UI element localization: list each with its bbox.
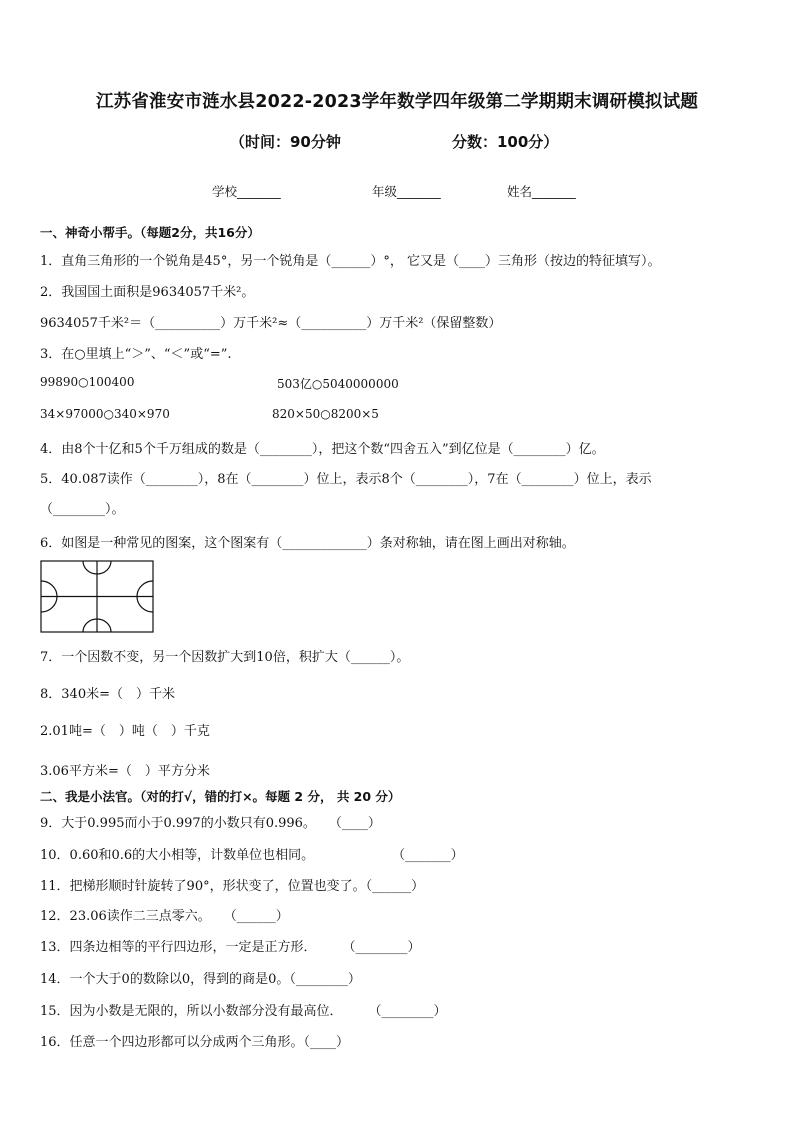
question-5-continued: （________）。 — [40, 502, 125, 517]
compare-item-4: 820×50○8200×5 — [272, 407, 379, 421]
question-8c: 3.06平方米=（ ）平方分米 — [40, 764, 210, 779]
school-field: 学校_______ — [212, 184, 281, 199]
question-12: 12．23.06读作二三点零六。 （______） — [40, 909, 289, 924]
section-1-heading: 一、神奇小帮手。（每题2分，共16分） — [40, 225, 260, 240]
question-1: 1．直角三角形的一个锐角是45°，另一个锐角是（______）°， 它又是（____）三角形（按边的特征填写）。 — [40, 254, 661, 269]
question-7: 7．一个因数不变，另一个因数扩大到10倍，积扩大（______）。 — [40, 650, 410, 665]
compare-item-1: 99890○100400 — [40, 375, 135, 389]
question-13: 13．四条边相等的平行四边形，一定是正方形． （________） — [40, 940, 421, 955]
section-2-heading: 二、我是小法官。（对的打√，错的打×。每题 2 分， 共 20 分） — [40, 789, 401, 804]
exam-time: （时间：90分钟 — [230, 133, 341, 151]
grade-field: 年级_______ — [372, 184, 441, 199]
name-field: 姓名_______ — [507, 184, 576, 199]
question-2: 2．我国国土面积是9634057千米²。 — [40, 285, 255, 300]
exam-title: 江苏省淮安市涟水县2022-2023学年数学四年级第二学期期末调研模拟试题 — [95, 92, 699, 112]
question-10: 10．0.60和0.6的大小相等，计数单位也相同。 （_______） — [40, 848, 464, 863]
question-5: 5．40.087读作（________），8在（________）位上，表示8个（________），7在（________）位上，表示 — [40, 472, 652, 487]
question-4: 4．由8个十亿和5个千万组成的数是（________），把这个数“四舍五入”到亿位是（________）亿。 — [40, 442, 605, 457]
question-8: 8．340米=（ ）千米 — [40, 687, 175, 702]
compare-item-2: 503亿○5040000000 — [277, 377, 399, 391]
question-14: 14．一个大于0的数除以0，得到的商是0。（________） — [40, 972, 361, 987]
question-16: 16．任意一个四边形都可以分成两个三角形。（____） — [40, 1035, 350, 1050]
question-6: 6．如图是一种常见的图案，这个图案有（_____________）条对称轴，请在图上画出对称轴。 — [40, 536, 575, 551]
question-15: 15．因为小数是无限的，所以小数部分没有最高位． （________） — [40, 1004, 447, 1019]
question-11: 11．把梯形顺时针旋转了90°，形状变了，位置也变了。（______） — [40, 879, 425, 894]
question-2-blanks: 9634057千米²＝（__________）万千米²≈（__________）万千米²（保留整数） — [40, 316, 502, 331]
court-pattern-figure — [40, 560, 154, 633]
exam-score: 分数：100分） — [452, 133, 559, 151]
question-9: 9．大于0.995而小于0.997的小数只有0.996。 （____） — [40, 816, 381, 831]
question-8b: 2.01吨=（ ）吨（ ）千克 — [40, 724, 210, 739]
question-3: 3．在○里填上“＞”、“＜”或“=”. — [40, 347, 232, 362]
compare-item-3: 34×97000○340×970 — [40, 407, 170, 421]
